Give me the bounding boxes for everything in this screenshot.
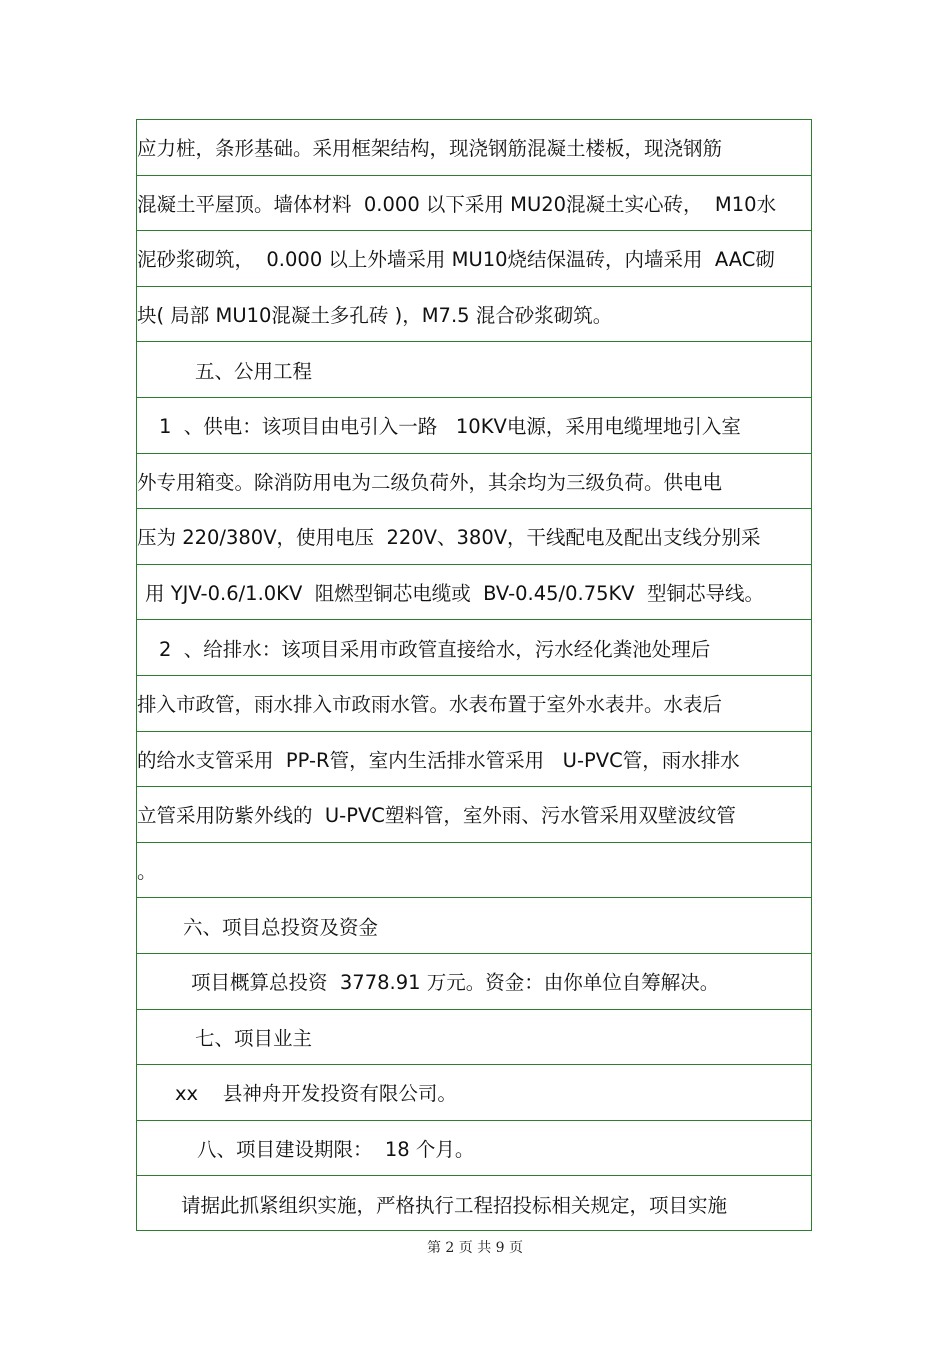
section-heading — [137, 1010, 811, 1066]
row-text: 八、项目建设期限： 18 个月。 — [197, 1138, 475, 1162]
row-text: 。 — [137, 860, 157, 884]
row-text: 1 、供电：该项目由电引入一路 10KV电源，采用电缆埋地引入室 — [159, 415, 741, 439]
text-row — [137, 454, 811, 510]
row-text: 应力桩，条形基础。采用框架结构，现浇钢筋混凝土楼板，现浇钢筋 — [137, 137, 723, 161]
text-row — [137, 509, 811, 565]
row-text: 六、项目总投资及资金 — [183, 915, 379, 939]
row-text: 的给水支管采用 PP-R管，室内生活排水管采用 U-PVC管，雨水排水 — [137, 748, 740, 772]
row-text: 泥砂浆砌筑， 0.000 以上外墙采用 MU10烧结保温砖，内墙采用 AAC砌 — [137, 248, 775, 272]
row-text: 外专用箱变。除消防用电为二级负荷外，其余均为三级负荷。供电电 — [137, 470, 723, 494]
text-row — [137, 787, 811, 843]
text-row — [137, 843, 811, 899]
section-heading — [137, 898, 811, 954]
row-text: 立管采用防紫外线的 U-PVC塑料管，室外雨、污水管采用双壁波纹管 — [137, 804, 736, 828]
text-row — [137, 1176, 811, 1232]
row-text: 请据此抓紧组织实施，严格执行工程招投标相关规定，项目实施 — [181, 1194, 728, 1218]
document-table — [136, 119, 812, 1231]
page-footer: 第 2 页 共 9 页 — [426, 1240, 524, 1256]
row-text: 块( 局部 MU10混凝土多孔砖 )，M7.5 混合砂浆砌筑。 — [137, 304, 613, 328]
text-row — [137, 565, 811, 621]
text-row — [137, 620, 811, 676]
text-row — [137, 676, 811, 732]
text-row — [137, 231, 811, 287]
row-text: 压为 220/380V，使用电压 220V、380V，干线配电及配出支线分别采 — [137, 526, 761, 550]
text-row — [137, 120, 811, 176]
row-text: 排入市政管，雨水排入市政雨水管。水表布置于室外水表井。水表后 — [137, 693, 723, 717]
row-text: 2 、给排水：该项目采用市政管直接给水，污水经化粪池处理后 — [159, 637, 711, 661]
text-row — [137, 954, 811, 1010]
row-text: 用 YJV-0.6/1.0KV 阻燃型铜芯电缆或 BV-0.45/0.75KV 型铜芯导线。 — [145, 582, 765, 606]
section-heading — [137, 342, 811, 398]
row-text: 项目概算总投资 3778.91 万元。资金：由你单位自筹解决。 — [191, 971, 720, 995]
row-text: 七、项目业主 — [195, 1026, 313, 1050]
row-text: xx 县神舟开发投资有限公司。 — [175, 1082, 457, 1106]
text-row — [137, 1065, 811, 1121]
row-text: 五、公用工程 — [195, 359, 313, 383]
text-row — [137, 287, 811, 343]
text-row — [137, 732, 811, 788]
text-row — [137, 176, 811, 232]
section-heading — [137, 1121, 811, 1177]
row-text: 混凝土平屋顶。墙体材料 0.000 以下采用 MU20混凝土实心砖， M10水 — [137, 192, 777, 216]
text-row — [137, 398, 811, 454]
